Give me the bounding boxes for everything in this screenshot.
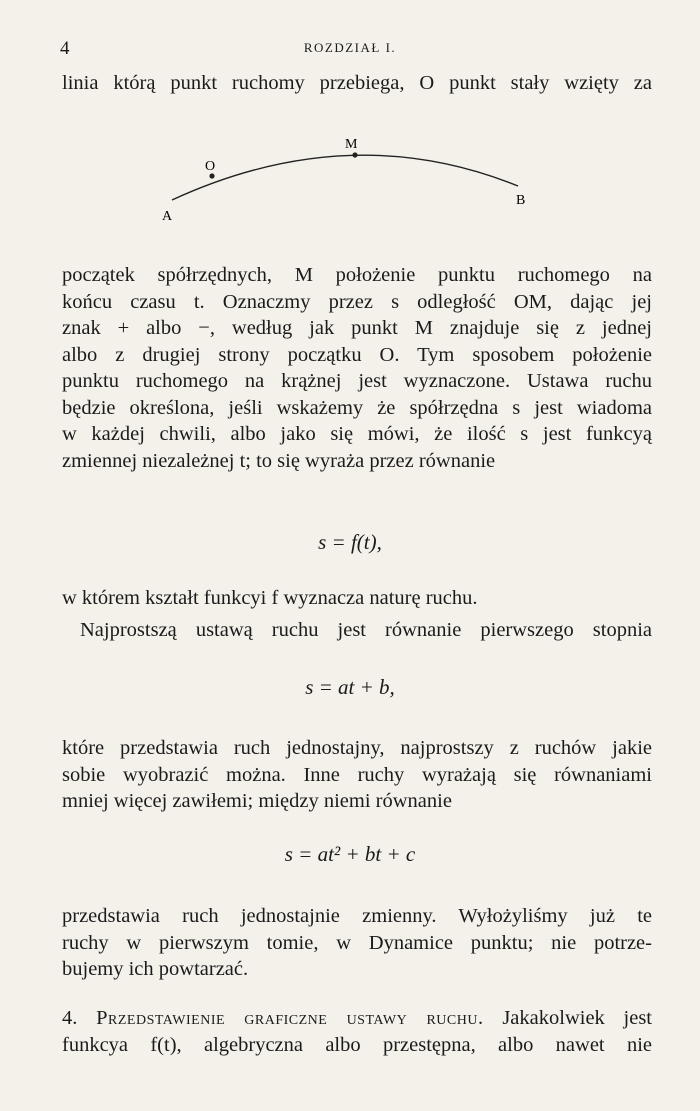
section-line bbox=[62, 1005, 652, 1032]
paragraph-1 bbox=[62, 70, 652, 97]
trajectory-diagram bbox=[150, 128, 550, 238]
formula-s-equals-f-t: s = f(t), bbox=[318, 530, 382, 554]
formula-quadratic: s = at² + bt + c bbox=[284, 842, 416, 866]
text-fragment: Jakakolwiek jest bbox=[502, 1007, 653, 1029]
text-line: albo z drugiej strony początku O. Tym sposobem położenie bbox=[62, 343, 652, 366]
formula-linear: s = at + b, bbox=[305, 675, 395, 699]
label-o: O bbox=[205, 159, 216, 174]
section-heading: Przedstawienie graficzne ustawy ruchu. bbox=[96, 1007, 484, 1029]
text-line: sobie wyobrazić można. Inne ruchy wyrażają się równaniami bbox=[62, 763, 652, 786]
text-line: w każdej chwili, albo jako się mówi, że ilość s jest funkcyą bbox=[62, 423, 652, 445]
paragraph-3 bbox=[62, 585, 652, 612]
text-line: punktu ruchomego na krążnej jest wyznaczone. Ustawa ruchu bbox=[62, 370, 652, 392]
text-line: linia którą punkt ruchomy przebiega, O punkt stały wzięty za bbox=[62, 72, 652, 94]
text-line: ruchy w pierwszym tomie, w Dynamice punktu; nie potrze- bbox=[62, 931, 652, 954]
paragraph-4 bbox=[62, 617, 652, 644]
text-line: które przedstawia ruch jednostajny, najprostszy z ruchów jakie bbox=[62, 737, 652, 759]
text-line: początek spółrzędnych, M położenie punktu ruchomego na bbox=[62, 264, 652, 286]
paragraph-6 bbox=[62, 903, 652, 983]
text-line: Najprostszą ustawą ruchu jest równanie pierwszego stopnia bbox=[80, 619, 652, 641]
section-number: 4. bbox=[62, 1007, 78, 1029]
text-line: funkcya f(t), algebryczna albo przestępna, albo nawet nie bbox=[62, 1033, 652, 1056]
label-a: A bbox=[162, 209, 173, 224]
text-line: mniej więcej zawiłemi; między niemi równanie bbox=[62, 790, 452, 812]
paragraph-5 bbox=[62, 735, 652, 815]
text-line: przedstawia ruch jednostajnie zmienny. Wyłożyliśmy już te bbox=[62, 905, 652, 927]
label-b: B bbox=[516, 193, 526, 208]
label-m: M bbox=[345, 137, 358, 152]
text-line: końcu czasu t. Oznaczmy przez s odległość OM, dając jej bbox=[62, 290, 652, 313]
point-o bbox=[209, 173, 214, 178]
text-line: zmiennej niezależnej t; to się wyraża przez równanie bbox=[62, 449, 496, 472]
paragraph-2 bbox=[62, 262, 652, 474]
page-header bbox=[60, 38, 640, 62]
paragraph-7 bbox=[62, 1005, 652, 1058]
text-line: w którem kształt funkcyi f wyznacza naturę ruchu. bbox=[62, 587, 478, 609]
running-title: ROZDZIAŁ I. bbox=[303, 40, 397, 55]
point-m bbox=[352, 152, 357, 157]
trajectory-curve bbox=[172, 155, 518, 200]
text-line: bujemy ich powtarzać. bbox=[62, 958, 249, 980]
text-line: będzie określona, jeśli wskażemy że spółrzędna s jest wiadoma bbox=[62, 396, 652, 419]
text-line: znak + albo −, według jak punkt M znajduje się z jednej bbox=[62, 317, 652, 339]
page-number: 4 bbox=[60, 38, 71, 59]
